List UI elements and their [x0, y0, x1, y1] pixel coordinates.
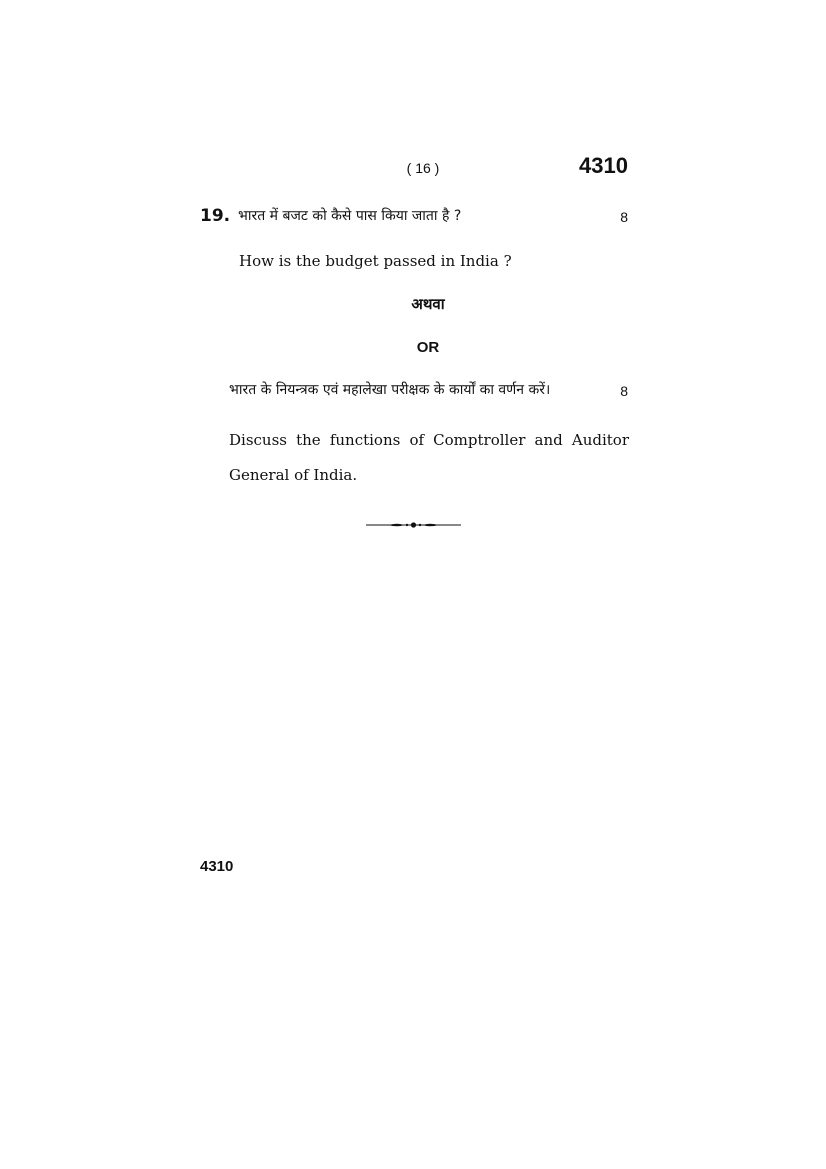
or-hindi-label: अथवा	[411, 295, 445, 313]
alternative-hindi-text: भारत के नियन्त्रक एवं महालेखा परीक्षक के कार्यों का वर्णन करें।	[229, 382, 551, 398]
paper-code-footer: 4310	[200, 858, 234, 875]
alternative-english-text: Discuss the functions of Comptroller and Auditor General of India.	[229, 431, 629, 484]
question-number: 19.	[200, 206, 231, 226]
question-english-text: How is the budget passed in India ?	[239, 252, 512, 270]
question-marks: 8	[620, 209, 628, 225]
page-number: ( 16 )	[406, 160, 440, 176]
flourish-divider-icon	[366, 518, 461, 532]
or-english-label: OR	[416, 339, 440, 356]
question-hindi-text: भारत में बजट को कैसे पास किया जाता है ?	[238, 208, 462, 224]
paper-code-header: 4310	[579, 153, 628, 178]
alternative-marks: 8	[620, 383, 628, 399]
